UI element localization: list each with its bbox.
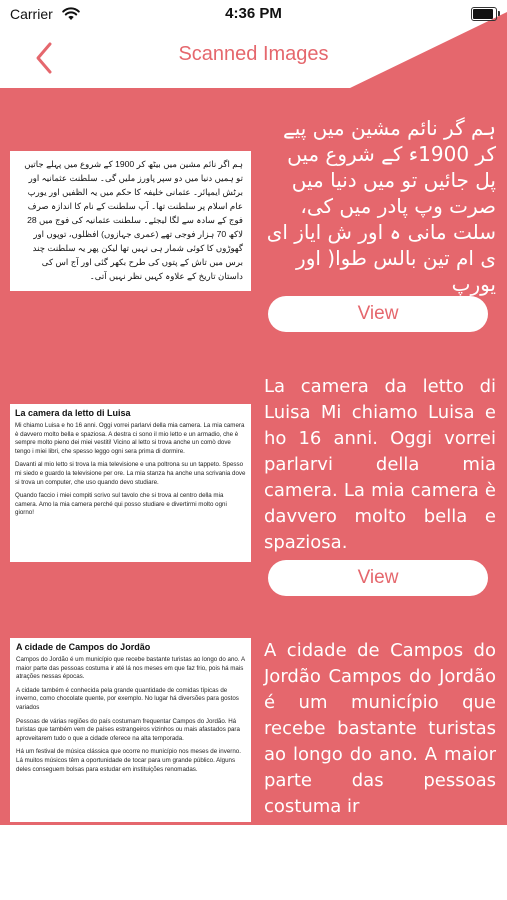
thumbnail-paragraph: Campos do Jordão é um município que recebe bastante turistas ao longo do ano. A maior parte das pessoas costuma ir até lá nos meses em que faz frio, pois há mais atrações nessas épocas. — [16, 656, 245, 681]
page-title: Scanned Images — [178, 43, 329, 65]
thumbnail-paragraph: Há um festival de música clássica que ocorre no município nos meses de inverno. Lá muitos músicos têm a oportunidade de tocar para um grande público. Alguns deles conseguem bolsas para estudar em instituições renomadas. — [16, 748, 241, 773]
carrier-label: Carrier — [10, 6, 53, 22]
battery-icon — [471, 7, 497, 21]
thumbnail-paragraph: Davanti al mio letto si trova la mia televisione e una poltrona su un tappeto. Spesso mi siedo e guardo la televisione per ore. La mia stanza ha anche una scrivania dove si trova un computer, che uso quando devo studiare. — [15, 461, 246, 486]
thumbnail-paragraph: Pessoas de várias regiões do país costumam frequentar Campos do Jordão. Há turistas que também vem de países estrangeiros vizinhos ou mais afastados para aproveitarem tudo o que a cidade oferece na alta temporada. — [16, 717, 240, 742]
view-button[interactable]: View — [268, 296, 488, 332]
scanned-image-thumbnail[interactable] — [10, 404, 251, 562]
view-button[interactable]: View — [268, 560, 488, 596]
thumbnail-paragraph: A cidade também é conhecida pela grande quantidade de comidas típicas de inverno, como chocolate quente, por exemplo. No lugar há diversões para gostos variados — [16, 686, 239, 711]
ocr-text-preview: La camera da letto di Luisa Mi chiamo Luisa e ho 16 anni. Oggi vorrei parlarvi della mia camera. La mia camera è davvero molto bella e spaziosa. — [264, 376, 496, 553]
scanned-image-thumbnail[interactable] — [10, 151, 251, 291]
thumbnail-title: A cidade de Campos do Jordão — [16, 642, 151, 652]
navigation-bar — [0, 28, 507, 88]
thumbnail-title: La camera da letto di Luisa — [15, 408, 131, 418]
ocr-text-preview: ہم گر نائم مشین میں پیے کر 1900ء کے شروع میں پل جائیں تو میں دنیا میں صرت وپ پادر میں کی، سلت مانی ہ اور ش ایاز ای ی ام تین بالس طوا( اور یورپ — [266, 116, 496, 296]
ocr-text-preview: A cidade de Campos do Jordão Campos do Jordão é um município que recebe bastante turistas ao longo do ano. A maior parte das pessoas costuma ir — [264, 640, 496, 817]
clock: 4:36 PM — [225, 5, 282, 22]
thumbnail-paragraph: Quando faccio i miei compiti scrivo sul tavolo che si trova al centro della mia camera. Amo la mia camera perché qui posso studiare e divertirmi molto ogni giorno! — [15, 492, 227, 517]
thumbnail-paragraph: Mi chiamo Luisa e ho 16 anni. Oggi vorrei parlarvi della mia camera. La mia camera è davvero molto bella e spaziosa. A destra ci sono il mio letto e un armadio, che è sempre molto pieno dei miei vestiti! Vicino al letto si trova anche un comò dove tengo i miei libri, che spesso leggo ogni sera prima di dormire. — [15, 422, 245, 455]
thumbnail-text: ہم اگر نائم مشین میں بیٹھ کر 1900 کے شروع میں پہلے جاتیں تو ہمیں دنیا میں دو سپر پاورز ملیں گی۔ سلطنت عثمانیہ اور برٹش ایمپائر۔ عثمانی خلیفہ کا حکم میں یہ الظفیں اور یورپ عام اسلام پر سلطنت تھا۔ آپ سلطنت کے نام کا اندازہ صرف فوج کے سادہ سے لگا لیجئے۔ سلطنت عثمانیہ کی فوج میں 28 لاکھ 70 ہزار فوجی تھے (عمری جہازوں) افظلوں، توپوں اور گھوڑوں کا کوئی شمار ہی نہیں تھا لیکن پھر یہ سلطنت چند برس میں تاش کے پتوں کی طرح بکھر گئی اور آج اس کی داستان تاریخ کے علاوہ کہیں نظر نہیں آتی۔ — [24, 159, 243, 281]
status-bar — [0, 0, 507, 28]
scanned-image-thumbnail[interactable] — [10, 638, 251, 822]
